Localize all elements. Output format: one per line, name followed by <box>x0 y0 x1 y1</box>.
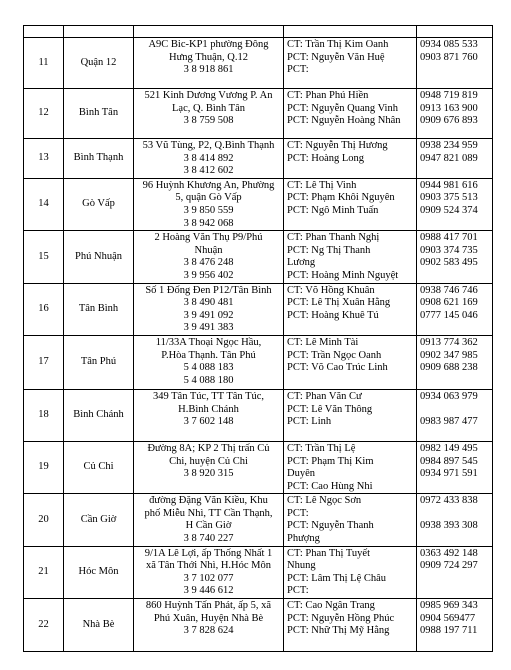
district-name: Hóc Môn <box>64 546 134 598</box>
phone-line: 0903 871 760 <box>420 51 478 63</box>
district-name: Bình Thạnh <box>64 139 134 179</box>
leaders-cell <box>284 441 417 493</box>
row-number: 11 <box>24 38 64 89</box>
table-row <box>24 441 493 493</box>
phone-line: 0777 145 046 <box>420 309 478 321</box>
district-name: Quận 12 <box>64 38 134 89</box>
leader-line: CT: Nguyễn Thị Hương <box>287 140 388 151</box>
leader-line: PCT: Phạm Khôi Nguyên <box>287 192 395 204</box>
address-line: 11/33A Thoại Ngọc Hầu, <box>155 336 262 348</box>
table-row <box>24 335 493 389</box>
phone-line: 0984 897 545 <box>420 455 478 467</box>
leaders-cell <box>284 283 417 335</box>
leader-line: PCT: Hoàng Long <box>287 152 365 164</box>
leaders-cell <box>284 231 417 283</box>
district-name: Bình Tân <box>64 89 134 139</box>
address-line: 5 4 088 180 <box>183 374 234 386</box>
phones-cell <box>417 231 493 283</box>
district-name: Nhà Bè <box>64 599 134 652</box>
leader-line: PCT: Nguyễn Hồng Phúc <box>287 612 395 624</box>
row-number: 14 <box>24 178 64 230</box>
address-line: 53 Vũ Tùng, P2, Q.Bình Thạnh <box>142 140 275 151</box>
phones-cell <box>417 494 493 546</box>
leader-line: PCT: Nhữ Thị Mỹ Hằng <box>287 625 390 637</box>
phone-line: 0988 197 711 <box>420 625 478 637</box>
phones-cell <box>417 546 493 598</box>
table-row <box>24 283 493 335</box>
address-line: 3 7 602 148 <box>183 416 234 428</box>
leader-line: CT: Võ Hồng Khuân <box>287 284 375 296</box>
header-spacer-cell <box>284 26 417 38</box>
row-number: 22 <box>24 599 64 652</box>
address-line: 349 Tân Túc, TT Tân Túc, <box>152 390 265 402</box>
phone-line: 0913 774 362 <box>420 336 478 348</box>
leader-line: PCT: Lâm Thị Lệ Châu <box>287 572 387 584</box>
leader-line: PCT: <box>287 64 309 76</box>
phone-line: 0947 821 089 <box>420 152 478 164</box>
phones-cell <box>417 599 493 652</box>
phones-cell <box>417 139 493 179</box>
row-number: 16 <box>24 283 64 335</box>
header-spacer-row <box>24 26 493 38</box>
phone-line: 0904 569477 <box>420 612 476 624</box>
phone-line: 0938 746 746 <box>420 284 478 296</box>
leader-line: CT: Trần Thị Kim Oanh <box>287 39 389 50</box>
phone-line: 0934 971 591 <box>420 468 478 480</box>
leader-line: PCT: Cao Hùng Nhi <box>287 480 373 492</box>
address-line: 3 8 476 248 <box>183 257 234 269</box>
phones-cell <box>417 283 493 335</box>
row-number: 21 <box>24 546 64 598</box>
phone-line: 0972 433 838 <box>420 495 478 507</box>
address-line: 3 8 740 227 <box>183 533 234 545</box>
phone-line: 0909 724 297 <box>420 560 478 572</box>
address-line: 521 Kinh Dương Vương P. An <box>144 90 273 101</box>
address-line: 9/1A Lê Lợi, ấp Thống Nhất 1 <box>144 547 273 559</box>
row-number: 18 <box>24 389 64 441</box>
contact-table <box>23 25 493 652</box>
phone-line: 0908 621 169 <box>420 297 478 309</box>
leader-line: CT: Phan Phú Hiền <box>287 90 369 101</box>
phone-line: 0909 524 374 <box>420 204 478 216</box>
leader-line: PCT: Võ Cao Trúc Linh <box>287 362 388 374</box>
address-line: 5, quận Gò Vấp <box>175 192 242 204</box>
leader-line: CT: Phan Văn Cư <box>287 390 362 402</box>
table-row <box>24 178 493 230</box>
header-spacer-cell <box>64 26 134 38</box>
leader-line: PCT: Lê Văn Thông <box>287 403 373 415</box>
row-number: 20 <box>24 494 64 546</box>
leaders-cell <box>284 335 417 389</box>
address-line: 3 9 956 402 <box>183 269 234 281</box>
phone-line: 0902 347 985 <box>420 349 478 361</box>
phone-line: 0944 981 616 <box>420 179 478 191</box>
leader-line: CT: Lê Minh Tài <box>287 336 359 348</box>
address-line: Số 1 Đống Đen P12/Tân Bình <box>145 284 272 296</box>
row-number: 13 <box>24 139 64 179</box>
address-cell <box>134 38 284 89</box>
leader-line: PCT: <box>287 585 309 597</box>
address-line: Chi, huyện Củ Chi <box>169 455 248 467</box>
address-cell <box>134 389 284 441</box>
phones-cell <box>417 89 493 139</box>
phone-line <box>420 404 490 416</box>
row-number: 17 <box>24 335 64 389</box>
district-name: Tân Bình <box>64 283 134 335</box>
leader-line: PCT: Phạm Thị Kim <box>287 455 374 467</box>
address-cell <box>134 335 284 389</box>
leader-line: CT: Phan Thị Tuyết <box>287 547 371 559</box>
address-line: 3 8 918 861 <box>183 64 234 76</box>
address-line: 3 8 759 508 <box>183 115 234 127</box>
phone-line <box>420 508 490 520</box>
table-row <box>24 89 493 139</box>
phone-line: 0903 374 735 <box>420 244 478 256</box>
leaders-cell <box>284 178 417 230</box>
phone-line: 0934 085 533 <box>420 39 478 50</box>
leader-line: PCT: Hoàng Khuê Tú <box>287 309 379 321</box>
leaders-cell <box>284 89 417 139</box>
leader-line: CT: Lê Thị Vinh <box>287 179 357 191</box>
phone-line: 0985 969 343 <box>420 600 478 612</box>
leader-line: PCT: Lê Thị Xuân Hằng <box>287 297 391 309</box>
phone-line: 0909 688 238 <box>420 362 478 374</box>
address-line: Nhuận <box>194 244 223 256</box>
phone-line: 0363 492 148 <box>420 547 478 559</box>
leader-line: Duyên <box>287 468 315 480</box>
header-spacer-cell <box>134 26 284 38</box>
address-line: Đường 8A; KP 2 Thị trấn Củ <box>147 442 270 454</box>
phone-line: 0938 234 959 <box>420 140 478 151</box>
address-line: 5 4 088 183 <box>183 362 234 374</box>
phones-cell <box>417 389 493 441</box>
table-row <box>24 139 493 179</box>
table-row <box>24 599 493 652</box>
address-line: 3 8 490 481 <box>183 297 234 309</box>
phone-line: 0988 417 701 <box>420 232 478 244</box>
table-row <box>24 231 493 283</box>
phone-line: 0934 063 979 <box>420 390 478 402</box>
address-line: phố Miễu Nhì, TT Cần Thạnh, <box>144 507 273 519</box>
address-cell <box>134 283 284 335</box>
address-line: xã Tân Thới Nhì, H.Hóc Môn <box>145 560 272 572</box>
address-line: P.Hòa Thạnh. Tân Phú <box>161 349 256 361</box>
address-cell <box>134 441 284 493</box>
row-number: 19 <box>24 441 64 493</box>
leaders-cell <box>284 494 417 546</box>
phones-cell <box>417 38 493 89</box>
phone-line: 0983 987 477 <box>420 415 478 427</box>
address-line: 3 8 412 602 <box>183 165 234 177</box>
leader-line: Phượng <box>287 533 320 545</box>
address-line: Hưng Thuận, Q.12 <box>169 51 248 63</box>
address-line: H.Bình Chánh <box>178 403 239 415</box>
leaders-cell <box>284 139 417 179</box>
address-line: 3 8 920 315 <box>183 468 234 480</box>
leader-line: CT: Phan Thanh Nghị <box>287 232 380 244</box>
address-cell <box>134 89 284 139</box>
leader-line: CT: Cao Ngân Trang <box>287 600 375 612</box>
leader-line: Lương <box>287 257 316 269</box>
district-name: Bình Chánh <box>64 389 134 441</box>
address-line: 3 8 942 068 <box>183 217 234 229</box>
district-name: Gò Vấp <box>64 178 134 230</box>
leader-line: PCT: Trần Ngọc Oanh <box>287 349 382 361</box>
phones-cell <box>417 178 493 230</box>
leader-line: Nhung <box>287 560 316 572</box>
row-number: 15 <box>24 231 64 283</box>
leaders-cell <box>284 599 417 652</box>
address-cell <box>134 178 284 230</box>
address-cell <box>134 546 284 598</box>
table-body <box>24 26 493 652</box>
district-name: Phú Nhuận <box>64 231 134 283</box>
phone-line: 0903 375 513 <box>420 192 478 204</box>
phone-line: 0938 393 308 <box>420 519 478 531</box>
address-cell <box>134 494 284 546</box>
address-cell <box>134 139 284 179</box>
leader-line: PCT: Hoàng Minh Nguyệt <box>287 269 399 281</box>
address-line: 3 9 491 092 <box>183 309 234 321</box>
address-line: Lạc, Q. Bình Tân <box>172 102 245 114</box>
leader-line: PCT: Linh <box>287 416 332 428</box>
leaders-cell <box>284 389 417 441</box>
address-line: H Cần Giờ <box>185 520 232 532</box>
address-line: 3 9 850 559 <box>183 204 234 216</box>
phones-cell <box>417 441 493 493</box>
address-line: 3 7 102 077 <box>183 572 234 584</box>
address-line: 3 9 446 612 <box>183 585 234 597</box>
address-line: A9C Bic-KP1 phường Đông <box>148 39 269 50</box>
address-line: 2 Hoàng Văn Thụ P9/Phú <box>154 232 263 244</box>
leader-line: PCT: Nguyễn Quang Vinh <box>287 102 398 114</box>
district-name: Cần Giờ <box>64 494 134 546</box>
address-cell <box>134 599 284 652</box>
district-name: Củ Chi <box>64 441 134 493</box>
leader-line: PCT: Ng Thị Thanh <box>287 244 371 256</box>
phone-line: 0948 719 819 <box>420 90 478 101</box>
address-line: 96 Huỳnh Khương An, Phường <box>142 179 275 191</box>
leader-line: CT: Trần Thị Lệ <box>287 442 356 454</box>
address-line: Phú Xuân, Huyện Nhà Bè <box>153 612 264 624</box>
leader-line: PCT: <box>287 507 309 519</box>
leader-line: PCT: Ngô Minh Tuấn <box>287 204 379 216</box>
table-row <box>24 38 493 89</box>
address-line: 3 8 414 892 <box>183 152 234 164</box>
leader-line: PCT: Nguyễn Hoàng Nhân <box>287 115 401 127</box>
address-line: đường Đặng Văn Kiều, Khu <box>149 495 268 507</box>
leader-line: CT: Lê Ngọc Sơn <box>287 495 362 507</box>
table-row <box>24 546 493 598</box>
phone-line: 0982 149 495 <box>420 442 478 454</box>
district-name: Tân Phú <box>64 335 134 389</box>
leader-line: PCT: Nguyễn Văn Huệ <box>287 51 385 63</box>
address-line: 860 Huỳnh Tấn Phát, ấp 5, xã <box>145 600 272 612</box>
row-number: 12 <box>24 89 64 139</box>
header-spacer-cell <box>417 26 493 38</box>
table-row <box>24 494 493 546</box>
leaders-cell <box>284 546 417 598</box>
phone-line: 0913 163 900 <box>420 102 478 114</box>
address-cell <box>134 231 284 283</box>
table-row <box>24 389 493 441</box>
phones-cell <box>417 335 493 389</box>
phone-line: 0909 676 893 <box>420 115 478 127</box>
address-line: 3 7 828 624 <box>183 625 234 637</box>
leader-line: PCT: Nguyễn Thanh <box>287 520 374 532</box>
leaders-cell <box>284 38 417 89</box>
phone-line: 0902 583 495 <box>420 257 478 269</box>
address-line: 3 9 491 383 <box>183 322 234 334</box>
header-spacer-cell <box>24 26 64 38</box>
